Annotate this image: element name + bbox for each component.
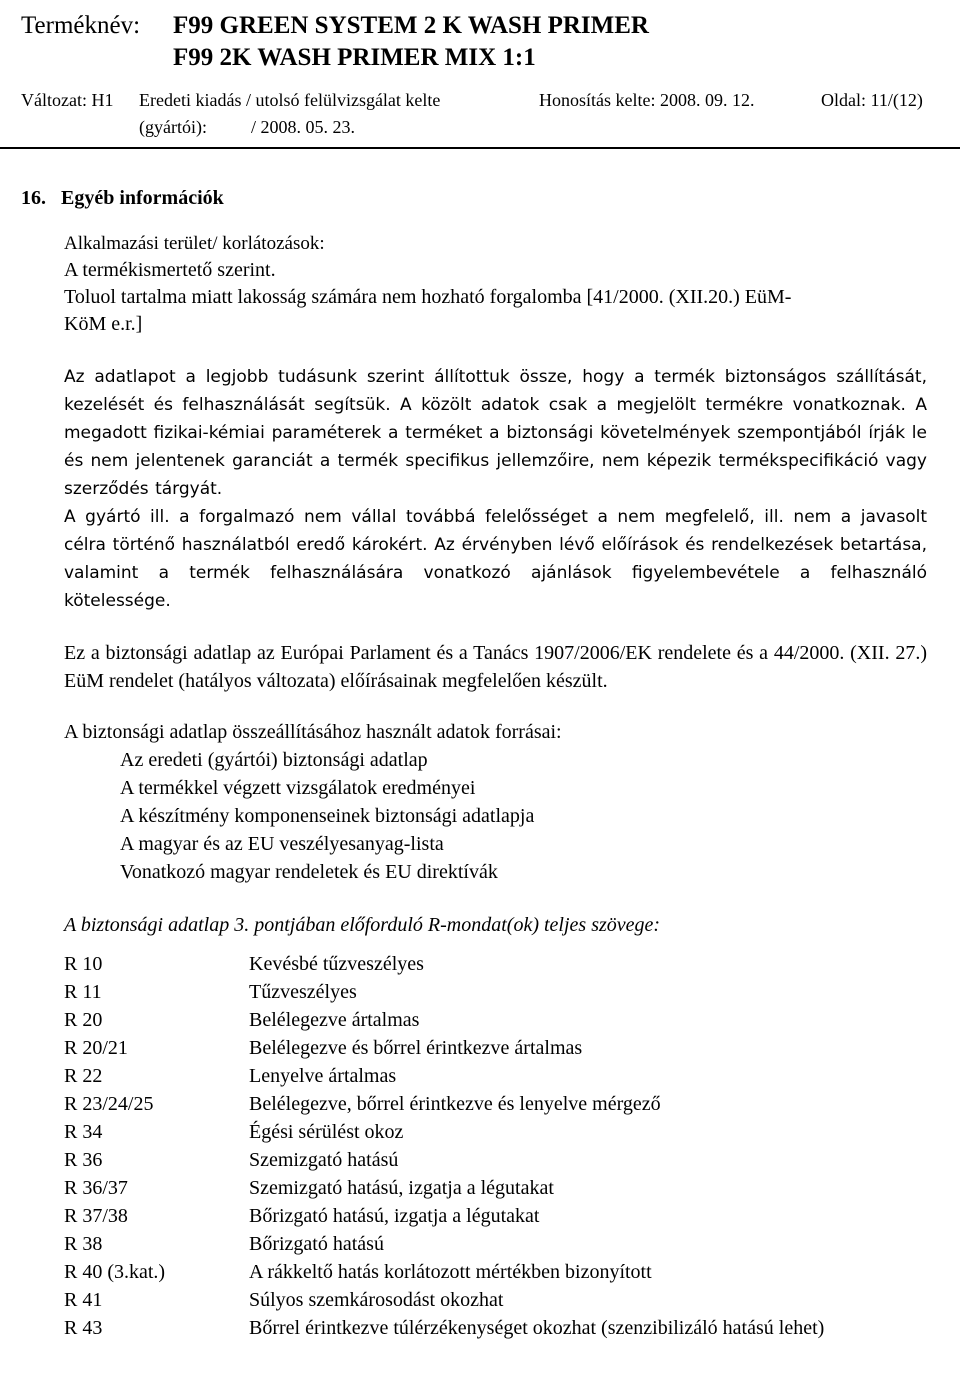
product-label: Terméknév:	[21, 12, 141, 39]
r-phrase-row	[64, 1174, 930, 1202]
r-phrase-text: Bőrrel érintkezve túlérzékenységet okozhat (szenzibilizáló hatású lehet)	[249, 1317, 825, 1339]
r-phrase-text: Súlyos szemkárosodást okozhat	[249, 1289, 504, 1311]
sources-block	[64, 718, 927, 886]
application-line-2: Toluol tartalma miatt lakosság számára nem hozható forgalomba [41/2000. (XII.20.) EüM-	[64, 286, 792, 308]
product-title-row-2	[21, 42, 946, 74]
original-issue-date: / 2008. 05. 23.	[250, 117, 355, 137]
r-phrases-list	[64, 950, 930, 1370]
version: Változat: H1	[21, 90, 114, 110]
application-heading: Alkalmazási terület/ korlátozások:	[64, 233, 325, 254]
r-phrases-intro: A biztonsági adatlap 3. pontjában előforduló R-mondat(ok) teljes szövege:	[64, 914, 661, 936]
section-number: 16.	[21, 187, 46, 209]
r-phrase-text: Tűzveszélyes	[249, 981, 357, 1003]
original-issue: Eredeti kiadás / utolsó felülvizsgálat kelte	[139, 90, 441, 110]
r-phrase-row	[64, 950, 930, 978]
r-phrase-code: R 20	[64, 1009, 103, 1031]
r-phrase-text: Lenyelve ártalmas	[249, 1065, 397, 1087]
header-divider	[0, 147, 960, 149]
page-number: Oldal: 11/(12)	[821, 90, 923, 110]
r-phrase-code: R 36/37	[64, 1177, 128, 1199]
r-phrase-text: Belélegezve ártalmas	[249, 1009, 420, 1031]
application-block	[64, 230, 927, 338]
r-phrase-text: Szemizgató hatású, izgatja a légutakat	[249, 1177, 554, 1199]
document-header	[21, 10, 946, 139]
list-item: Az eredeti (gyártói) biztonsági adatlap	[120, 749, 428, 771]
r-phrase-code: R 20/21	[64, 1037, 128, 1059]
r-phrase-text: Bőrizgató hatású, izgatja a légutakat	[249, 1205, 540, 1227]
list-item: A magyar és az EU veszélyesanyag-lista	[120, 833, 444, 855]
r-phrase-text: A rákkeltő hatás korlátozott mértékben bizonyított	[249, 1261, 652, 1283]
r-phrase-code: R 43	[64, 1317, 103, 1339]
r-phrase-row	[64, 1258, 930, 1286]
r-phrase-code: R 34	[64, 1121, 103, 1143]
section-heading	[21, 183, 931, 213]
r-phrase-text: Belélegezve és bőrrel érintkezve ártalmas	[249, 1037, 583, 1059]
application-line-1: A termékismertető szerint.	[64, 259, 276, 281]
r-phrase-row	[64, 1314, 930, 1370]
r-phrase-code: R 22	[64, 1065, 103, 1087]
regulation-paragraph: Ez a biztonsági adatlap az Európai Parlament és a Tanács 1907/2006/EK rendelete és a 44/2000. (XII. 27.) EüM rendelet (hatályos változata) előírásainak megfelelően készült.	[64, 642, 927, 692]
sources-heading: A biztonsági adatlap összeállításához használt adatok forrásai:	[64, 721, 562, 743]
r-phrase-row	[64, 1062, 930, 1090]
sources-list	[64, 746, 927, 886]
r-phrase-text: Bőrizgató hatású	[249, 1233, 384, 1255]
original-issue-sub: (gyártói):	[139, 117, 207, 137]
r-phrase-row	[64, 1202, 930, 1230]
r-phrase-text: Szemizgató hatású	[249, 1149, 399, 1171]
list-item: A termékkel végzett vizsgálatok eredményei	[120, 777, 476, 799]
header-meta-row	[21, 88, 946, 112]
r-phrase-text: Égési sérülést okoz	[249, 1121, 404, 1143]
r-phrase-code: R 41	[64, 1289, 103, 1311]
r-phrase-row	[64, 1090, 930, 1118]
header-meta-row-2	[139, 115, 946, 139]
list-item: A készítmény komponenseinek biztonsági adatlapja	[120, 805, 535, 827]
product-title-row	[21, 10, 946, 42]
r-phrase-row	[64, 1146, 930, 1174]
localization-date: Honosítás kelte: 2008. 09. 12.	[539, 90, 755, 110]
r-phrase-row	[64, 978, 930, 1006]
product-name-line2: F99 2K WASH PRIMER MIX 1:1	[173, 44, 536, 71]
r-phrase-row	[64, 1034, 930, 1062]
r-phrase-text: Belélegezve, bőrrel érintkezve és lenyelve mérgező	[249, 1093, 661, 1115]
r-phrase-code: R 40 (3.kat.)	[64, 1261, 166, 1283]
disclaimer-paragraph-1: Az adatlapot a legjobb tudásunk szerint állítottuk össze, hogy a termék biztonságos szállítását, kezelését és felhasználását segítsük. A közölt adatok csak a megjelölt termékre vonatkoznak. A megadott fizikai-kémiai paraméterek a terméket a biztonsági követelmények szempontjából írják le és nem jelentenek garanciát a termék specifikus jellemzőire, nem képezik termékspecifikáció vagy szerződés tárgyát.	[64, 367, 927, 499]
r-phrase-row	[64, 1006, 930, 1034]
r-phrase-code: R 11	[64, 981, 102, 1003]
r-phrase-code: R 38	[64, 1233, 103, 1255]
list-item: Vonatkozó magyar rendeletek és EU direktívák	[120, 861, 498, 883]
r-phrase-text: Kevésbé tűzveszélyes	[249, 953, 424, 975]
r-phrase-code: R 37/38	[64, 1205, 128, 1227]
application-line-3: KöM e.r.]	[64, 313, 143, 335]
disclaimer-block	[64, 363, 927, 615]
r-phrase-code: R 23/24/25	[64, 1093, 154, 1115]
section-title: Egyéb információk	[61, 187, 224, 209]
r-phrase-code: R 10	[64, 953, 103, 975]
product-name-line1: F99 GREEN SYSTEM 2 K WASH PRIMER	[173, 12, 649, 39]
r-phrase-row	[64, 1286, 930, 1314]
disclaimer-paragraph-2: A gyártó ill. a forgalmazó nem vállal továbbá felelősséget a nem megfelelő, ill. nem a javasolt célra történő használatból eredő károkért. Az érvényben lévő előírások és rendelkezések betartása, valamint a termék felhasználására vonatkozó ajánlások figyelembevétele a felhasználó kötelessége.	[64, 507, 927, 611]
r-phrase-code: R 36	[64, 1149, 103, 1171]
r-phrase-row	[64, 1118, 930, 1146]
r-phrase-row	[64, 1230, 930, 1258]
